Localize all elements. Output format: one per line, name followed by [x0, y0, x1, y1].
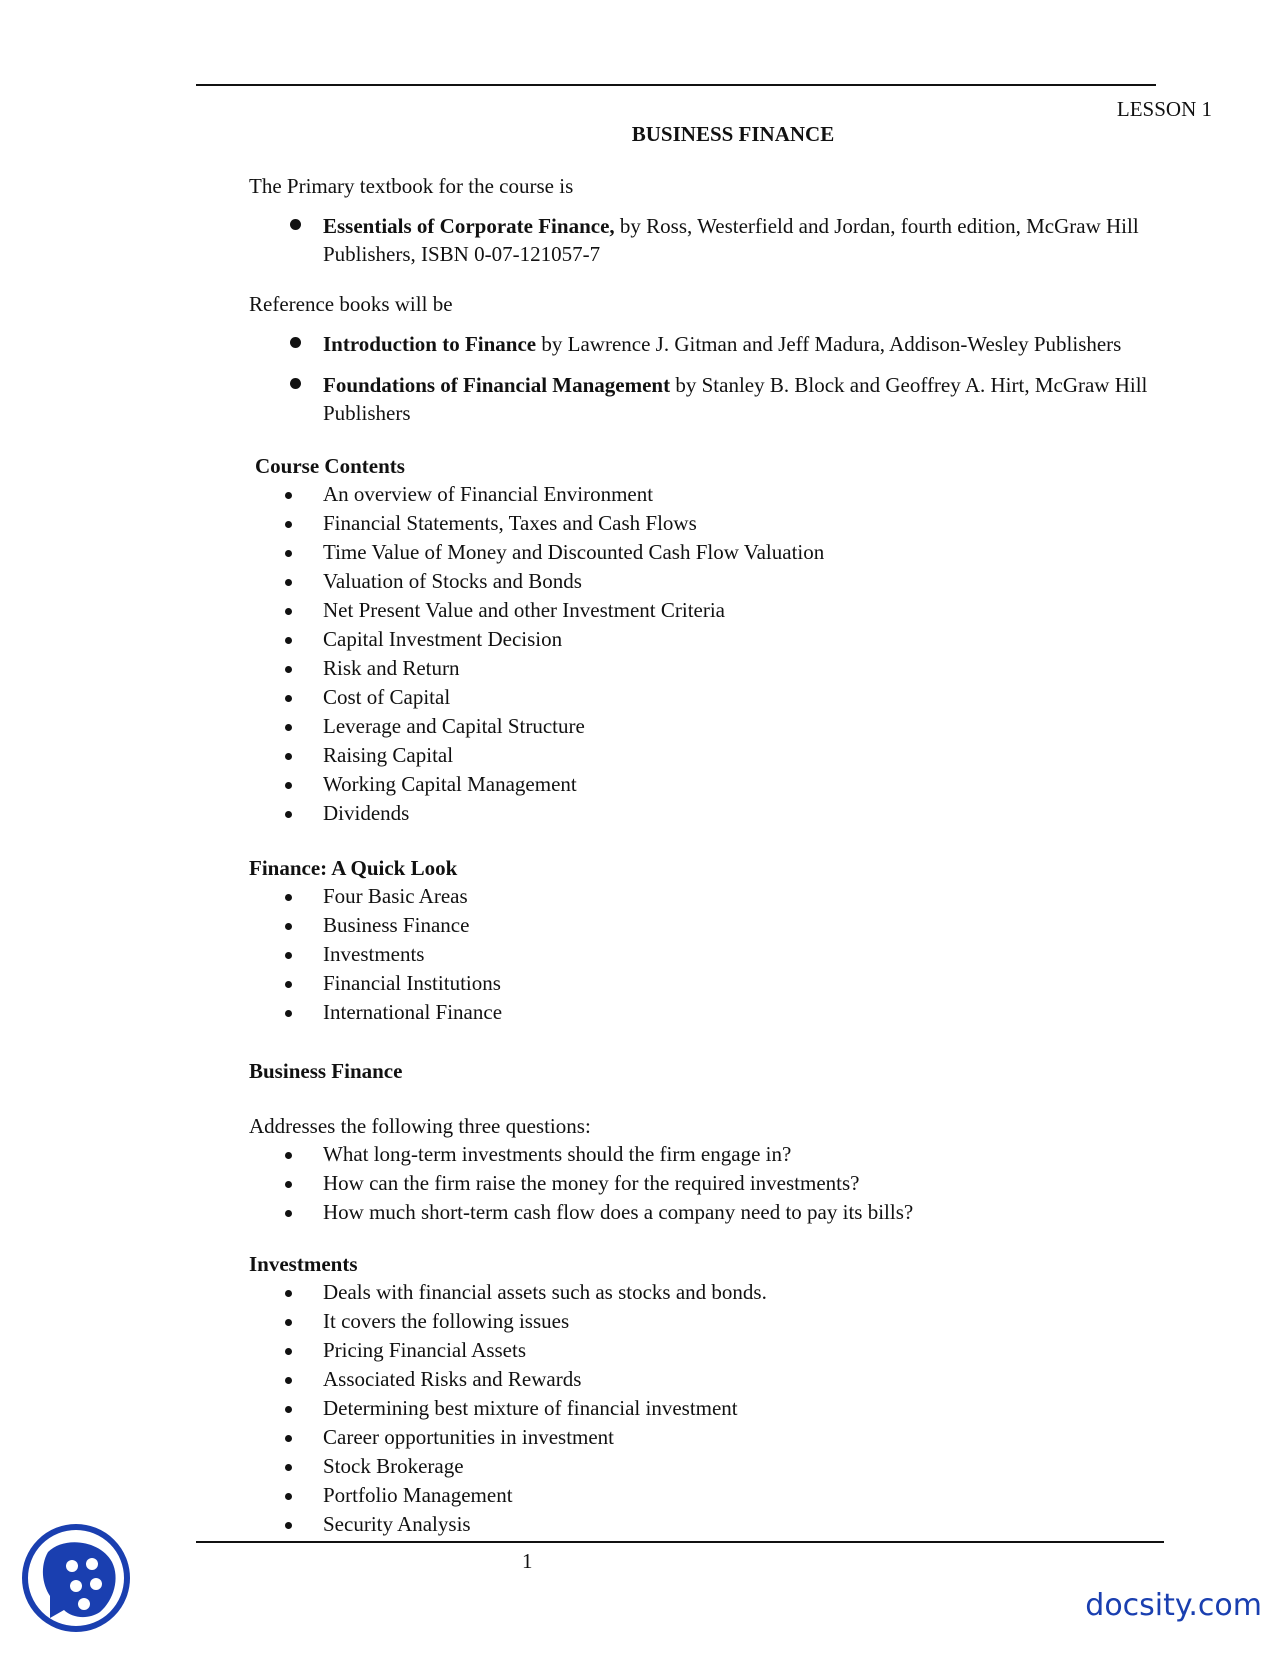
bullet-icon — [285, 666, 292, 673]
book-detail: by Stanley B. Block and Geoffrey A. Hirt, McGraw Hill — [670, 373, 1148, 397]
list-item: How much short-term cash flow does a company need to pay its bills? — [0, 1198, 913, 1227]
bullet-icon — [285, 1348, 292, 1355]
bullet-icon — [285, 952, 292, 959]
reference-book-2-line2: Publishers — [323, 401, 411, 425]
reference-book-1 — [323, 330, 1209, 358]
bullet-icon — [285, 753, 292, 760]
bullet-icon — [285, 782, 292, 789]
bullet-icon — [285, 1290, 292, 1297]
list-item: Dividends — [0, 799, 824, 828]
bullet-icon — [285, 1493, 292, 1500]
bullet-icon — [285, 637, 292, 644]
list-item: Deals with financial assets such as stocks and bonds. — [0, 1278, 767, 1307]
docsity-logo[interactable] — [20, 1522, 132, 1634]
bullet-icon — [285, 981, 292, 988]
list-item: Risk and Return — [0, 654, 824, 683]
bullet-icon — [285, 492, 292, 499]
reference-book-2 — [323, 371, 1209, 427]
list-item: Four Basic Areas — [0, 882, 502, 911]
list-item: Financial Statements, Taxes and Cash Flows — [0, 509, 824, 538]
book-detail: by Lawrence J. Gitman and Jeff Madura, Addison-Wesley Publishers — [536, 332, 1122, 356]
list-item: Working Capital Management — [0, 770, 824, 799]
business-finance-heading: Business Finance — [249, 1059, 403, 1083]
list-item: Portfolio Management — [0, 1481, 767, 1510]
list-item: Career opportunities in investment — [0, 1423, 767, 1452]
bullet-icon — [285, 1464, 292, 1471]
bullet-icon — [290, 337, 301, 348]
bullet-icon — [285, 811, 292, 818]
bullet-icon — [285, 1010, 292, 1017]
book-title: Foundations of Financial Management — [323, 373, 671, 397]
bullet-icon — [285, 521, 292, 528]
bullet-icon — [285, 1435, 292, 1442]
primary-intro: The Primary textbook for the course is — [249, 174, 574, 198]
course-contents-heading: Course Contents — [255, 454, 405, 478]
top-rule — [196, 84, 1156, 86]
reference-intro: Reference books will be — [249, 292, 453, 316]
list-item: How can the firm raise the money for the required investments? — [0, 1169, 913, 1198]
page-number: 1 — [522, 1549, 533, 1573]
bullet-icon — [290, 378, 301, 389]
bullet-icon — [285, 1406, 292, 1413]
investments-heading: Investments — [249, 1252, 358, 1276]
docsity-brand-link[interactable]: docsity.com — [1085, 1588, 1262, 1623]
list-item: Investments — [0, 940, 502, 969]
bullet-icon — [285, 550, 292, 557]
book-title: Introduction to Finance — [323, 332, 537, 356]
list-item: Net Present Value and other Investment Criteria — [0, 596, 824, 625]
list-item: Raising Capital — [0, 741, 824, 770]
business-finance-list — [0, 1140, 913, 1227]
quick-look-heading: Finance: A Quick Look — [249, 856, 458, 880]
list-item: Leverage and Capital Structure — [0, 712, 824, 741]
bullet-icon — [285, 608, 292, 615]
book-detail: by Ross, Westerfield and Jordan, fourth edition, McGraw Hill — [614, 214, 1139, 238]
bottom-rule — [196, 1541, 1164, 1543]
list-item: Determining best mixture of financial investment — [0, 1394, 767, 1423]
bullet-icon — [285, 894, 292, 901]
business-finance-intro: Addresses the following three questions: — [249, 1114, 591, 1138]
list-item: Capital Investment Decision — [0, 625, 824, 654]
page-title: BUSINESS FINANCE — [631, 122, 835, 146]
course-contents-list — [0, 480, 824, 828]
bullet-icon — [285, 1181, 292, 1188]
lesson-label: LESSON 1 — [1116, 97, 1212, 121]
bullet-icon — [285, 923, 292, 930]
quick-look-list — [0, 882, 502, 1027]
investments-list — [0, 1278, 767, 1539]
list-item: Stock Brokerage — [0, 1452, 767, 1481]
bullet-icon — [285, 724, 292, 731]
bullet-icon — [285, 1319, 292, 1326]
list-item: Time Value of Money and Discounted Cash Flow Valuation — [0, 538, 824, 567]
primary-book-line1 — [323, 212, 1209, 240]
bullet-icon — [285, 1522, 292, 1529]
list-item: International Finance — [0, 998, 502, 1027]
bullet-icon — [285, 1152, 292, 1159]
bullet-icon — [285, 695, 292, 702]
bullet-icon — [285, 579, 292, 586]
list-item: Pricing Financial Assets — [0, 1336, 767, 1365]
list-item: Associated Risks and Rewards — [0, 1365, 767, 1394]
list-item: Security Analysis — [0, 1510, 767, 1539]
list-item: An overview of Financial Environment — [0, 480, 824, 509]
list-item: It covers the following issues — [0, 1307, 767, 1336]
primary-book-line2: Publishers, ISBN 0-07-121057-7 — [323, 242, 601, 266]
primary-book — [323, 212, 1209, 268]
bullet-icon — [290, 219, 301, 230]
bullet-icon — [285, 1377, 292, 1384]
list-item: Business Finance — [0, 911, 502, 940]
book-title: Essentials of Corporate Finance, — [323, 214, 615, 238]
bullet-icon — [285, 1210, 292, 1217]
list-item: Financial Institutions — [0, 969, 502, 998]
docsity-logo-icon — [20, 1522, 132, 1634]
list-item: What long-term investments should the firm engage in? — [0, 1140, 913, 1169]
list-item: Valuation of Stocks and Bonds — [0, 567, 824, 596]
list-item: Cost of Capital — [0, 683, 824, 712]
